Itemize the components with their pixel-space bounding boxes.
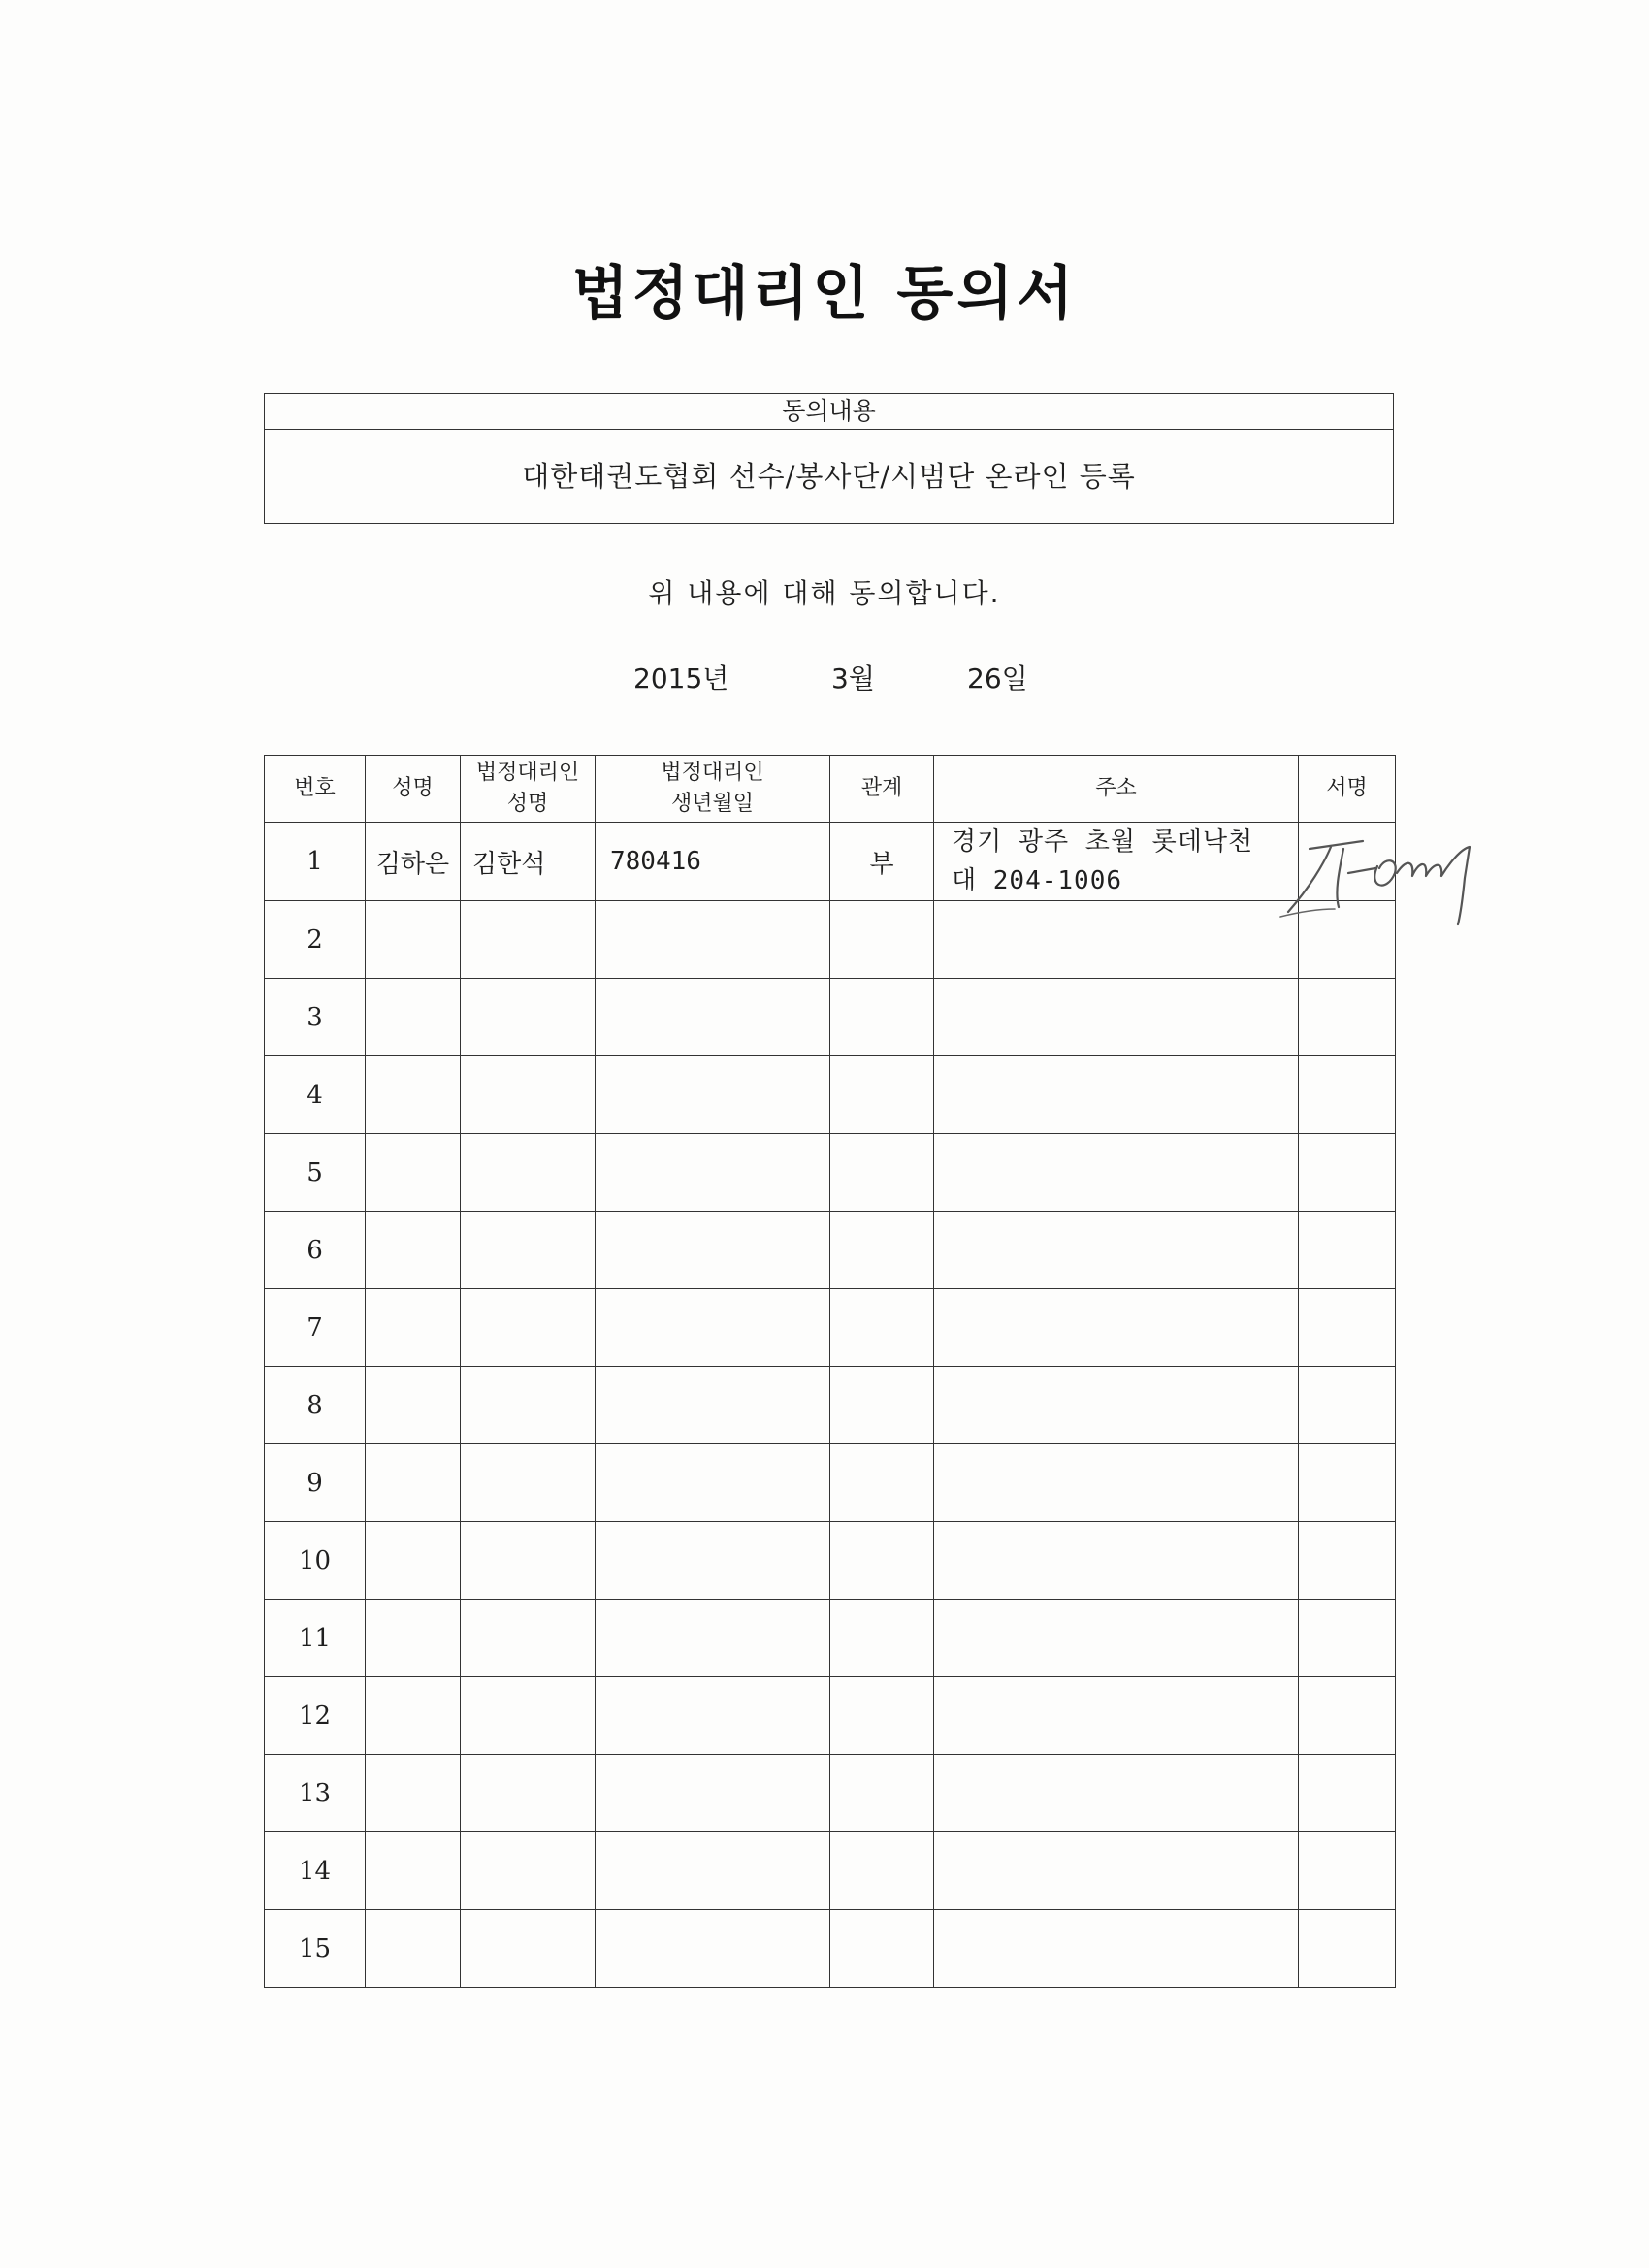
cell-rep-name	[461, 1600, 596, 1677]
cell-number: 5	[265, 1134, 366, 1212]
header-number: 번호	[265, 756, 366, 823]
cell-relation	[830, 1522, 934, 1600]
header-rep-birth-line1: 법정대리인	[661, 761, 764, 785]
table-row	[265, 901, 1396, 979]
cell-rep-name	[461, 1677, 596, 1755]
cell-number: 6	[265, 1212, 366, 1289]
cell-number: 14	[265, 1832, 366, 1910]
table-row	[265, 1910, 1396, 1988]
cell-relation	[830, 1444, 934, 1522]
cell-rep-name	[461, 1444, 596, 1522]
cell-name	[366, 1212, 461, 1289]
cell-number: 11	[265, 1600, 366, 1677]
consent-heading: 동의내용	[265, 394, 1393, 430]
agreement-text: 위 내용에 대해 동의합니다.	[648, 577, 1001, 609]
cell-rep-birth	[596, 1056, 830, 1134]
cell-signature	[1299, 1444, 1396, 1522]
cell-rep-name	[461, 1367, 596, 1444]
cell-signature	[1299, 1832, 1396, 1910]
cell-address	[934, 901, 1299, 979]
cell-signature	[1299, 1677, 1396, 1755]
header-name: 성명	[366, 756, 461, 823]
cell-address	[934, 823, 1299, 901]
cell-relation	[830, 1212, 934, 1289]
cell-number: 9	[265, 1444, 366, 1522]
cell-relation	[830, 1677, 934, 1755]
cell-rep-name	[461, 979, 596, 1056]
cell-relation	[830, 1367, 934, 1444]
header-rep-birth-line2: 생년월일	[670, 792, 754, 816]
table-row	[265, 979, 1396, 1056]
cell-relation	[830, 1600, 934, 1677]
cell-name	[366, 901, 461, 979]
cell-rep-birth	[596, 1755, 830, 1832]
cell-address	[934, 1600, 1299, 1677]
table-row	[265, 1600, 1396, 1677]
cell-name	[366, 1522, 461, 1600]
cell-name	[366, 1910, 461, 1988]
cell-name	[366, 1832, 461, 1910]
cell-name	[366, 1755, 461, 1832]
date-month: 3월	[831, 663, 875, 695]
cell-rep-name	[461, 1134, 596, 1212]
cell-rep-name	[461, 901, 596, 979]
cell-relation	[830, 1289, 934, 1367]
cell-address	[934, 1910, 1299, 1988]
cell-relation	[830, 1910, 934, 1988]
cell-rep-birth	[596, 979, 830, 1056]
header-rep-name	[461, 756, 596, 823]
cell-number: 8	[265, 1367, 366, 1444]
header-relation: 관계	[830, 756, 934, 823]
table-row	[265, 1367, 1396, 1444]
table-row	[265, 1212, 1396, 1289]
cell-relation	[830, 901, 934, 979]
consent-box	[264, 393, 1394, 524]
cell-rep-name: 김한석	[461, 823, 596, 901]
cell-rep-birth	[596, 1910, 830, 1988]
cell-signature	[1299, 1212, 1396, 1289]
cell-rep-name	[461, 1755, 596, 1832]
cell-rep-birth	[596, 1522, 830, 1600]
cell-signature	[1299, 1134, 1396, 1212]
table-row	[265, 1134, 1396, 1212]
cell-address	[934, 1212, 1299, 1289]
cell-name	[366, 1600, 461, 1677]
cell-name	[366, 1444, 461, 1522]
cell-number: 10	[265, 1522, 366, 1600]
date-line	[0, 658, 1649, 697]
consent-content: 대한태권도협회 선수/봉사단/시범단 온라인 등록	[522, 460, 1136, 493]
cell-number: 12	[265, 1677, 366, 1755]
header-signature: 서명	[1299, 756, 1396, 823]
cell-address	[934, 1755, 1299, 1832]
cell-address	[934, 1134, 1299, 1212]
header-rep-name-line1: 법정대리인	[475, 761, 580, 785]
cell-rep-birth	[596, 1444, 830, 1522]
cell-signature	[1299, 1056, 1396, 1134]
table-row	[265, 1444, 1396, 1522]
cell-name	[366, 1289, 461, 1367]
cell-address	[934, 1289, 1299, 1367]
cell-signature	[1299, 1910, 1396, 1988]
cell-relation	[830, 1056, 934, 1134]
address-line1: 경기 광주 초월 롯데낙천	[952, 827, 1254, 857]
cell-address	[934, 979, 1299, 1056]
table-row	[265, 823, 1396, 901]
cell-signature	[1299, 979, 1396, 1056]
cell-name	[366, 1134, 461, 1212]
table-row	[265, 1289, 1396, 1367]
header-rep-birth	[596, 756, 830, 823]
cell-number: 1	[265, 823, 366, 901]
date-day: 26일	[967, 663, 1028, 695]
table-header-row	[265, 756, 1396, 823]
header-rep-name-line2: 성명	[506, 792, 549, 816]
cell-rep-name	[461, 1212, 596, 1289]
table-row	[265, 1056, 1396, 1134]
table-row	[265, 1522, 1396, 1600]
date-year: 2015년	[633, 663, 729, 695]
cell-relation: 부	[830, 823, 934, 901]
header-address: 주소	[934, 756, 1299, 823]
cell-number: 13	[265, 1755, 366, 1832]
cell-rep-birth	[596, 1600, 830, 1677]
cell-relation	[830, 979, 934, 1056]
cell-address	[934, 1444, 1299, 1522]
cell-name	[366, 1056, 461, 1134]
cell-signature	[1299, 1289, 1396, 1367]
cell-number: 15	[265, 1910, 366, 1988]
cell-rep-name	[461, 1910, 596, 1988]
cell-rep-name	[461, 1522, 596, 1600]
cell-rep-birth	[596, 1677, 830, 1755]
cell-rep-name	[461, 1056, 596, 1134]
cell-rep-birth	[596, 1367, 830, 1444]
cell-address	[934, 1367, 1299, 1444]
cell-name: 김하은	[366, 823, 461, 901]
cell-rep-birth: 780416	[596, 823, 830, 901]
cell-rep-birth	[596, 1134, 830, 1212]
cell-number: 2	[265, 901, 366, 979]
handwritten-signature	[1271, 820, 1494, 926]
guardian-registry-table	[264, 755, 1396, 1988]
cell-rep-birth	[596, 901, 830, 979]
table-row	[265, 1755, 1396, 1832]
cell-number: 3	[265, 979, 366, 1056]
cell-name	[366, 1367, 461, 1444]
cell-number: 7	[265, 1289, 366, 1367]
cell-rep-birth	[596, 1832, 830, 1910]
cell-name	[366, 1677, 461, 1755]
cell-rep-birth	[596, 1289, 830, 1367]
cell-rep-name	[461, 1289, 596, 1367]
cell-relation	[830, 1134, 934, 1212]
cell-rep-birth	[596, 1212, 830, 1289]
cell-number: 4	[265, 1056, 366, 1134]
cell-address	[934, 1056, 1299, 1134]
cell-relation	[830, 1832, 934, 1910]
cell-rep-name	[461, 1832, 596, 1910]
table-row	[265, 1677, 1396, 1755]
cell-address	[934, 1522, 1299, 1600]
cell-signature	[1299, 1367, 1396, 1444]
page-title: 법정대리인 동의서	[571, 260, 1078, 328]
cell-address	[934, 1832, 1299, 1910]
cell-signature	[1299, 1600, 1396, 1677]
address-line2: 대 204-1006	[952, 866, 1122, 895]
cell-signature	[1299, 1522, 1396, 1600]
table-row	[265, 1832, 1396, 1910]
cell-relation	[830, 1755, 934, 1832]
cell-signature	[1299, 1755, 1396, 1832]
cell-name	[366, 979, 461, 1056]
cell-address	[934, 1677, 1299, 1755]
